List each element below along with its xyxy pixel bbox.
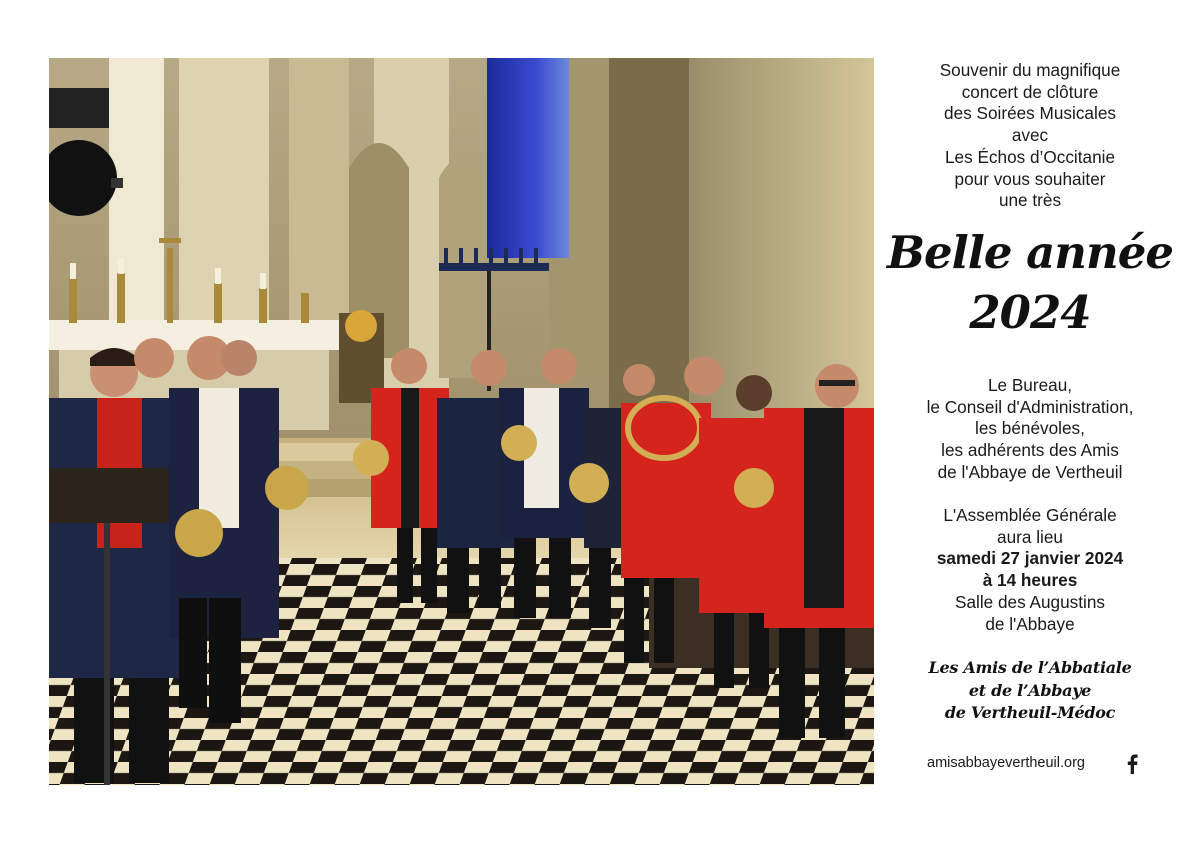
association-line: et de l’Abbaye [968, 680, 1092, 700]
association-line: Les Amis de l’Abbatiale [928, 658, 1132, 677]
intro-line: concert de clôture [961, 81, 1099, 102]
assembly-line: L'Assemblée Générale [943, 505, 1117, 525]
concert-photo-illustration [49, 58, 874, 785]
sender-line: Le Bureau, [987, 375, 1073, 395]
sender-line: de l'Abbaye de Vertheuil [937, 461, 1123, 482]
sender-line: les adhérents des Amis [941, 440, 1119, 461]
intro-line: Souvenir du magnifique [939, 60, 1121, 80]
intro-line: des Soirées Musicales [944, 103, 1116, 124]
title-line: Belle année [886, 226, 1173, 279]
intro-line: avec [1011, 125, 1049, 146]
association-name [880, 657, 1180, 725]
intro-line: une très [998, 190, 1062, 211]
assembly-time: à 14 heures [982, 570, 1078, 591]
facebook-icon[interactable] [1125, 754, 1139, 774]
assembly-venue: Salle des Augustins [954, 591, 1105, 612]
assembly-line: aura lieu [997, 526, 1063, 547]
greeting-title [880, 223, 1180, 343]
senders-text [880, 375, 1180, 484]
assembly-notice [880, 505, 1180, 635]
concert-photo [49, 58, 874, 785]
website-link[interactable]: amisabbayevertheuil.org [927, 755, 1085, 771]
title-year: 2024 [969, 286, 1091, 339]
intro-line: pour vous souhaiter [954, 168, 1106, 189]
assembly-date: samedi 27 janvier 2024 [936, 548, 1124, 569]
intro-line: Les Échos d’Occitanie [944, 146, 1116, 167]
sender-line: le Conseil d'Administration, [926, 396, 1134, 417]
sender-line: les bénévoles, [975, 418, 1085, 439]
assembly-venue: de l'Abbaye [985, 613, 1075, 634]
intro-text [880, 60, 1180, 212]
association-line: de Vertheuil-Médoc [944, 703, 1116, 723]
